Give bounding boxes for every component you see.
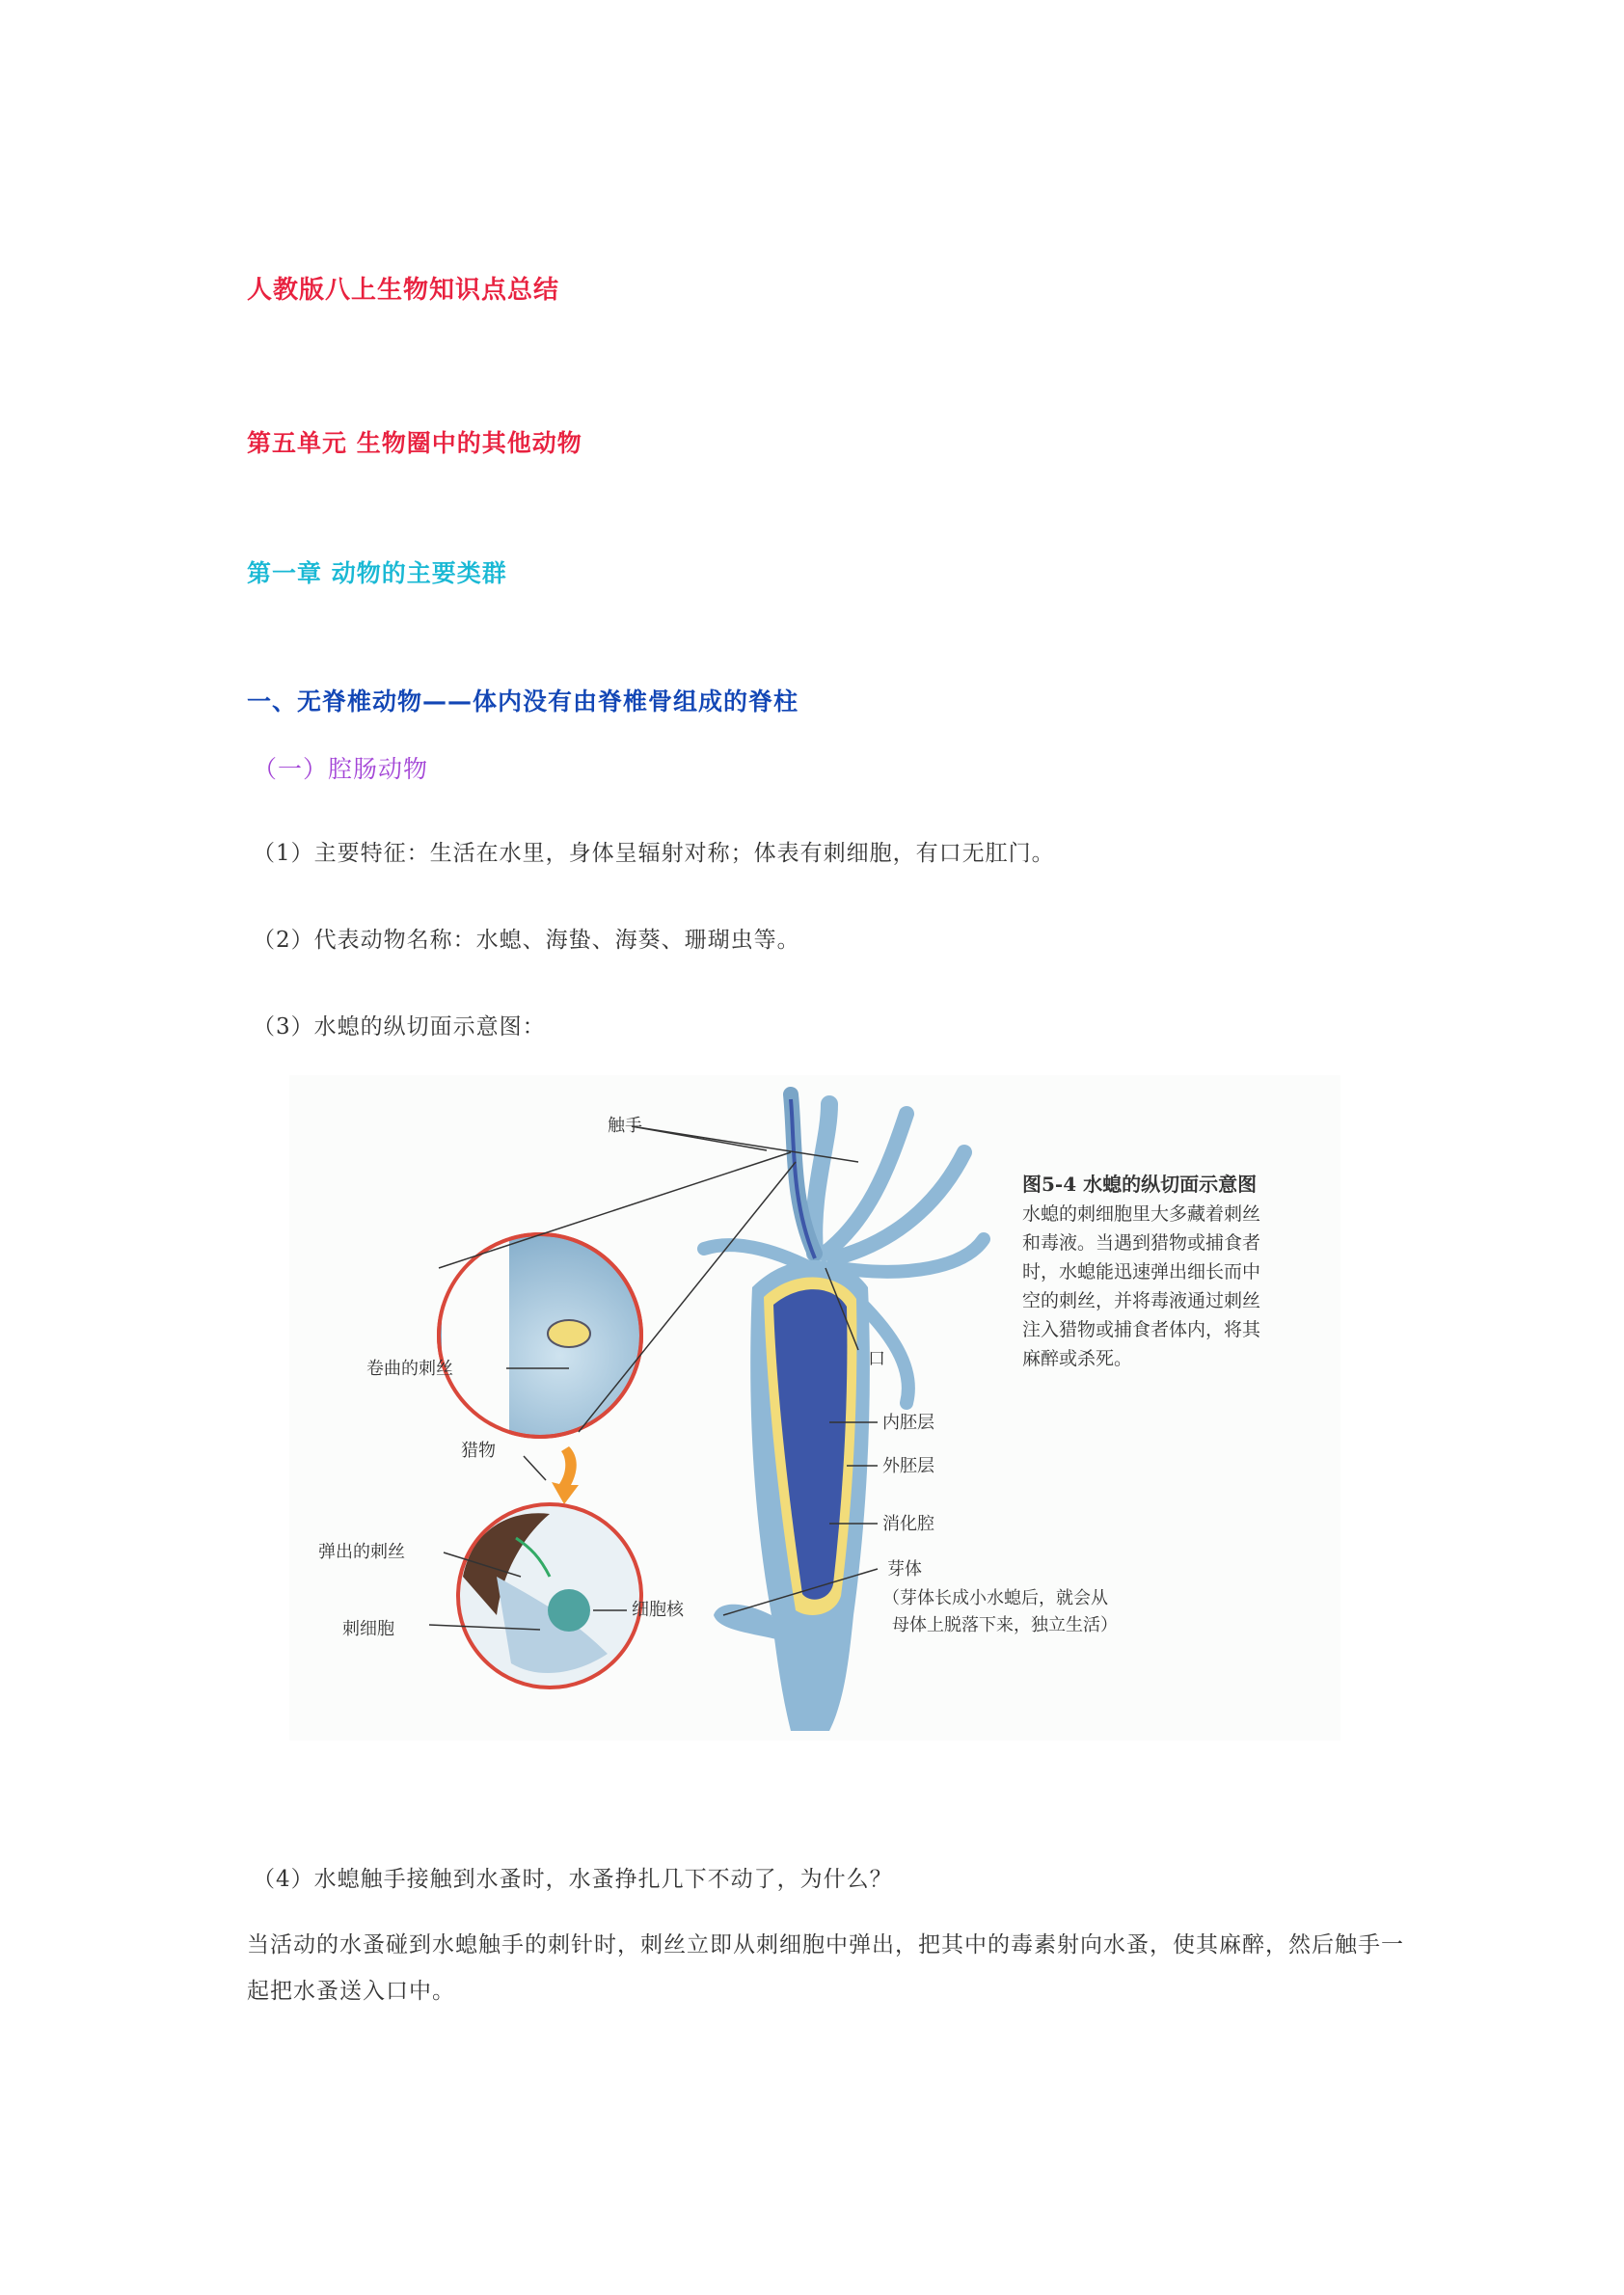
label-coiled-thread: 卷曲的刺丝 — [366, 1359, 453, 1379]
caption-line: 水螅的刺细胞里大多藏着刺丝 — [1022, 1203, 1261, 1225]
label-tentacle: 触手 — [608, 1116, 642, 1136]
label-ectoderm: 外胚层 — [882, 1456, 934, 1476]
section-heading: 一、无脊椎动物——体内没有由脊椎骨组成的脊柱 — [247, 688, 799, 716]
label-prey: 猎物 — [461, 1441, 496, 1461]
label-endoderm: 内胚层 — [882, 1413, 934, 1433]
figure-caption — [1022, 1173, 1261, 1369]
label-bud-note-2: 母体上脱落下来，独立生活） — [892, 1615, 1118, 1635]
list-item: （3）水螅的纵切面示意图： — [253, 1014, 546, 1040]
list-item: （4）水螅触手接触到水蚤时，水蚤挣扎几下不动了，为什么？ — [253, 1867, 893, 1892]
chapter-heading: 第一章 动物的主要类群 — [247, 559, 507, 587]
hydra-body — [714, 1260, 870, 1731]
caption-line: 麻醉或杀死。 — [1022, 1348, 1133, 1369]
caption-line: 和毒液。当遇到猎物或捕食者 — [1022, 1232, 1261, 1254]
hydra-diagram — [289, 1075, 1340, 1741]
caption-title: 图5-4 水螅的纵切面示意图 — [1022, 1173, 1258, 1196]
list-item: （2）代表动物名称：水螅、海蛰、海葵、珊瑚虫等。 — [253, 928, 800, 953]
label-bud-note-1: （芽体长成小水螅后，就会从 — [882, 1588, 1108, 1608]
caption-line: 时，水螅能迅速弹出细长而中 — [1022, 1261, 1261, 1282]
subsection-heading: （一）腔肠动物 — [253, 755, 429, 783]
unit-heading: 第五单元 生物圈中的其他动物 — [247, 429, 582, 457]
label-bud: 芽体 — [887, 1559, 922, 1580]
down-arrow-icon — [552, 1446, 579, 1504]
hydra-diagram-svg — [289, 1075, 1340, 1741]
label-mouth: 口 — [868, 1349, 885, 1369]
document-title: 人教版八上生物知识点总结 — [247, 276, 560, 305]
caption-line: 注入猎物或捕食者体内，将其 — [1022, 1319, 1261, 1340]
label-cavity: 消化腔 — [882, 1514, 934, 1534]
list-item: （1）主要特征：生活在水里，身体呈辐射对称；体表有刺细胞，有口无肛门。 — [253, 841, 1055, 866]
magnified-cnidocyte-circle — [439, 1152, 796, 1438]
label-cnidocyte: 刺细胞 — [342, 1619, 394, 1639]
answer-paragraph: 当活动的水蚤碰到水螅触手的刺针时，刺丝立即从刺细胞中弹出，把其中的毒素射向水蚤，使其麻醉，然后触手一起把水蚤送入口中。 — [247, 1932, 1404, 2004]
magnified-ejection-circle — [458, 1504, 641, 1688]
caption-line: 空的刺丝，并将毒液通过刺丝 — [1022, 1290, 1261, 1311]
label-ejected-thread: 弹出的刺丝 — [318, 1542, 405, 1562]
label-nucleus: 细胞核 — [632, 1600, 684, 1620]
